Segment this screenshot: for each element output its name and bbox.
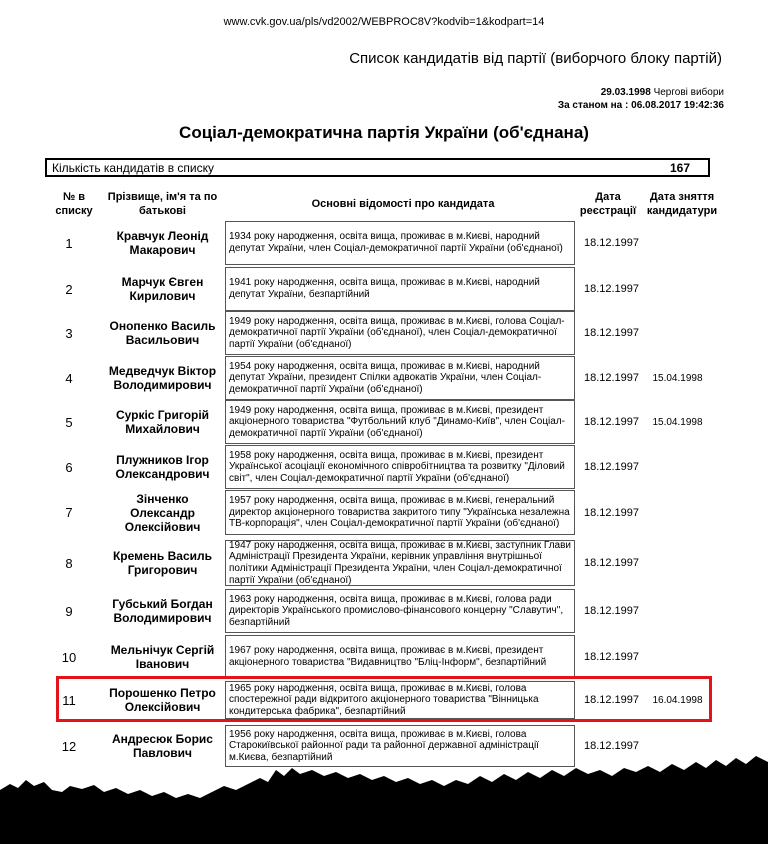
election-type: Чергові вибори [653, 87, 724, 98]
row-name: Мельнічук Сергій Іванович [110, 643, 215, 671]
row-reg-date: 18.12.1997 [583, 461, 640, 473]
row-end-date: 15.04.1998 [652, 372, 703, 384]
highlight-box [56, 676, 712, 722]
row-reg-date: 18.12.1997 [583, 506, 640, 519]
table-row [45, 634, 710, 680]
row-num: 12 [61, 738, 77, 754]
row-num: 11 [62, 692, 76, 708]
row-end-date [645, 310, 710, 356]
header-reg-date: Дата реєстрації [579, 191, 637, 217]
torn-edge [0, 740, 768, 844]
row-reg-date: 18.12.1997 [583, 237, 640, 249]
row-info: 1958 року народження, освіта вища, проживає в м.Києві, президент Української асоціації економічного співробітництва та розвитку "Діловий світ", член Соціал-демократичної партії України (об'єднаної) [225, 445, 575, 489]
candidate-count-value: 167 [670, 161, 691, 175]
row-info: 1934 року народження, освіта вища, проживає в м.Києві, народний депутат України, член Соціал-демократичної партії України (об'єднаної) [225, 221, 575, 265]
row-end-date [645, 588, 710, 634]
page-url: www.cvk.gov.ua/pls/vd2002/WEBPROC8V?kodvib=1&kodpart=14 [223, 16, 545, 28]
row-reg-date: 18.12.1997 [583, 605, 640, 617]
row-name: Кремень Василь Григорович [112, 549, 213, 577]
row-name: Кравчук Леонід Макарович [116, 229, 209, 257]
table-row [45, 489, 710, 536]
row-end-date [645, 489, 710, 536]
row-reg-date: 18.12.1997 [583, 694, 640, 706]
header-end-date: Дата зняття кандидатури [646, 191, 718, 217]
table-row [45, 588, 710, 634]
election-date: 29.03.1998 [600, 87, 651, 98]
row-info: 1949 року народження, освіта вища, проживає в м.Києві, голова Соціал-демократичної партії України (об'єднаної), член Соціал-демократичної партії України (об'єднаної) [225, 311, 575, 355]
header-num: № в списку [55, 191, 93, 217]
row-info: 1949 року народження, освіта вища, проживає в м.Києві, президент акціонерного товариства "Футбольний клуб "Динамо-Київ", член Соціал-демократичної партії України (об'єднаної) [225, 400, 575, 444]
row-reg-date: 18.12.1997 [583, 416, 640, 428]
row-info: 1967 року народження, освіта вища, проживає в м.Києві, президент акціонерного товариства "Видавництво "Бліц-Інформ", безпартійний [225, 635, 575, 679]
row-info: 1956 року народження, освіта вища, проживає в м.Києві, голова Старокиївської районної ради та районної державної адміністрації м.Києва, безпартійний [225, 725, 575, 767]
row-num: 9 [65, 603, 73, 619]
table-row [45, 266, 710, 312]
row-info: 1965 року народження, освіта вища, проживає в м.Києві, голова спостережної ради відкритого акціонерного товариства "Вінницька кондитерська фабрика", безпартійний [225, 681, 575, 719]
row-end-date: 15.04.1998 [652, 416, 703, 428]
row-reg-date: 18.12.1997 [583, 557, 640, 569]
row-num: 2 [65, 281, 73, 297]
party-name: Соціал-демократична партія України (об'єднана) [179, 123, 589, 142]
row-num: 7 [65, 505, 73, 520]
table-row [45, 310, 710, 356]
page-title: Список кандидатів від партії (виборчого блоку партій) [349, 50, 722, 67]
row-reg-date: 18.12.1997 [583, 283, 640, 295]
row-num: 8 [65, 555, 73, 571]
row-name: Андресюк Борис Павлович [112, 732, 213, 760]
table-row [45, 399, 710, 445]
row-num: 6 [65, 459, 73, 475]
row-name: Медведчук Віктор Володимирович [108, 364, 217, 392]
row-name: Онопенко Василь Васильович [109, 319, 216, 347]
election-meta [558, 86, 724, 112]
row-name: Зінченко Олександр Олексійович [124, 491, 201, 534]
row-num: 10 [61, 649, 77, 665]
row-name: Суркіс Григорій Михайлович [115, 408, 210, 436]
row-info: 1941 року народження, освіта вища, проживає в м.Києві, народний депутат України, безпартійний [225, 267, 575, 311]
row-reg-date: 18.12.1997 [583, 651, 640, 663]
row-end-date [645, 539, 710, 587]
row-reg-date: 18.12.1997 [583, 740, 640, 752]
row-end-date: 16.04.1998 [652, 694, 703, 706]
row-num: 4 [65, 370, 73, 386]
header-info: Основні відомості про кандидата [311, 198, 495, 210]
table-row [45, 444, 710, 490]
row-num: 5 [65, 414, 73, 430]
row-num: 1 [65, 235, 73, 251]
row-num: 3 [65, 325, 73, 341]
candidate-count-label: Кількість кандидатів в списку [52, 161, 215, 175]
row-info: 1947 року народження, освіта вища, проживає в м.Києві, заступник Глави Адміністрації Президента України, керівник управління внутрішньої політики Адміністрації Президента України, член Соціал-демократичної партії України (об'єднаної) [225, 540, 575, 586]
row-reg-date: 18.12.1997 [583, 327, 640, 339]
row-info: 1963 року народження, освіта вища, проживає в м.Києві, голова ради директорів Українського промислово-фінансового концерну "Славутич", безпартійний [225, 589, 575, 633]
table-row [45, 220, 710, 266]
row-name: Губський Богдан Володимирович [112, 597, 213, 625]
row-name: Порошенко Петро Олексійович [109, 686, 216, 714]
row-name: Марчук Євген Кирилович [121, 275, 204, 303]
candidate-count-box [45, 158, 710, 177]
row-name: Плужников Ігор Олександрович [115, 453, 210, 481]
row-end-date [645, 634, 710, 680]
header-name: Прізвище, ім'я та по батькові [107, 191, 218, 217]
table-row [45, 355, 710, 401]
row-info: 1954 року народження, освіта вища, проживає в м.Києві, народний депутат України, президент Спілки адвокатів України, член Соціал-демократичної партії України (об'єднаної) [225, 356, 575, 400]
row-end-date [645, 266, 710, 312]
row-info: 1957 року народження, освіта вища, проживає в м.Києві, генеральний директор акціонерного товариства закритого типу "Українська незалежна ТВ-корпорація", член Соціал-демократичної партії України (об'єднаної) [225, 490, 575, 535]
row-end-date [645, 220, 710, 266]
row-reg-date: 18.12.1997 [583, 372, 640, 384]
row-end-date [645, 444, 710, 490]
as-of-timestamp: За станом на : 06.08.2017 19:42:36 [557, 100, 724, 111]
table-row [45, 539, 710, 587]
